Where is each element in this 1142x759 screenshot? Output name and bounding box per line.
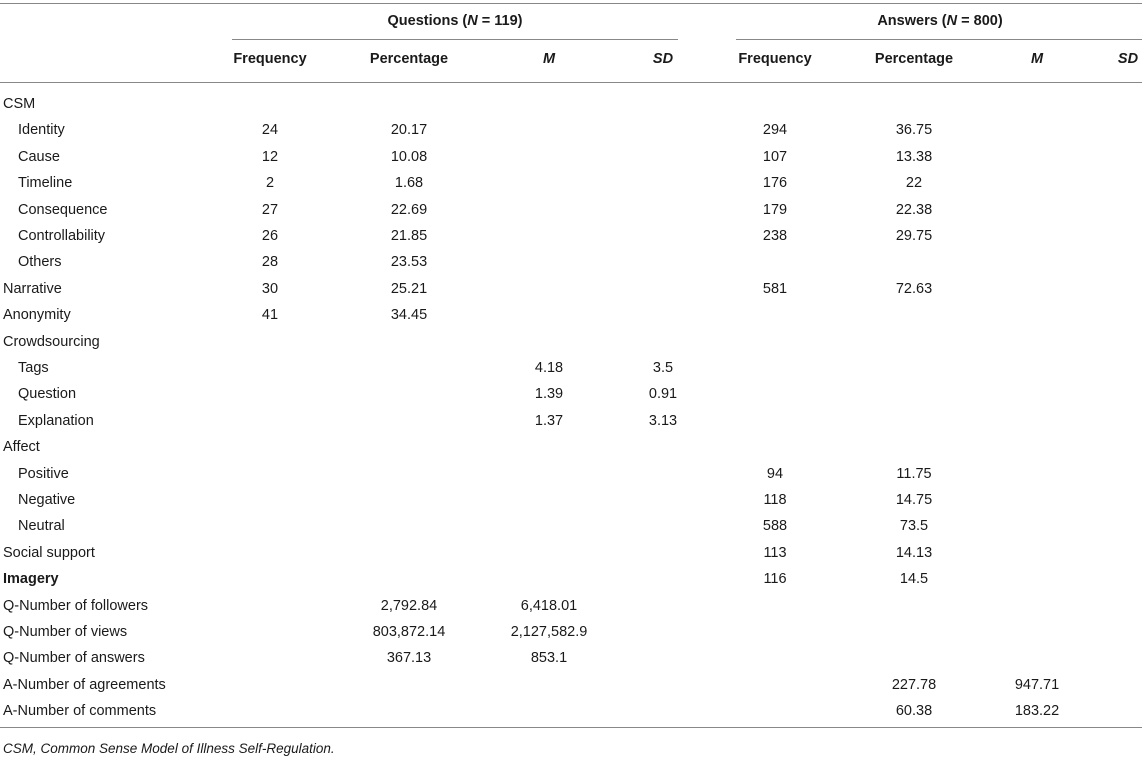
row-label: Explanation [18,412,94,429]
table-cell: 11.75 [896,465,932,482]
row-label: Q-Number of answers [3,650,145,667]
bottom-rule [0,727,1142,728]
column-header: Frequency [233,51,307,67]
table-cell: 947.71 [1014,676,1060,693]
group-rule-questions [232,39,678,40]
table-footnote: CSM, Common Sense Model of Illness Self-Regulation. [3,741,335,756]
row-label: Anonymity [3,307,71,324]
table-cell: 12 [261,148,279,165]
table-cell: 14.13 [895,544,933,561]
table-cell: 36.75 [895,122,933,139]
table-cell: 27 [261,201,279,218]
row-label: Q-Number of views [3,624,128,640]
row-label: Neutral [18,518,65,535]
row-label: Others [18,254,62,271]
table-cell: 803,872.14 [372,624,446,640]
group-header-questions: Questions (N = 119) [387,13,523,29]
row-label: Question [18,386,77,403]
table-cell: 23.53 [390,254,428,271]
table-cell: 22 [905,175,923,192]
header-rule [0,82,1142,83]
column-header: Frequency [738,51,812,67]
row-label: CSM [3,96,36,112]
table-cell: 22.69 [390,201,428,218]
table-cell: 3.5 [652,360,674,376]
row-label: Cause [18,148,60,165]
table-cell: 26 [261,228,279,244]
row-label: Controllability [18,228,106,244]
table-cell: 6,418.01 [520,597,578,614]
table-cell: 21.85 [390,228,428,244]
table-cell: 1.68 [394,175,424,192]
table-cell: 14.75 [895,492,933,508]
table-cell: 30 [261,280,279,297]
table-cell: 94 [766,465,784,482]
table-cell: 238 [762,228,788,244]
row-label: Negative [18,492,76,508]
table-cell: 0.91 [648,386,678,403]
table-cell: 294 [762,122,788,139]
table-cell: 116 [763,571,787,588]
table-cell: 29.75 [895,228,933,244]
table-cell: 183.22 [1014,703,1060,720]
row-label: Identity [18,122,65,139]
top-rule [0,3,1142,4]
row-label: Crowdsourcing [3,333,100,350]
row-label: Tags [18,360,49,376]
table-cell: 34.45 [390,307,428,324]
row-label: Positive [18,465,69,482]
table-cell: 179 [762,201,788,218]
group-rule-answers [736,39,1142,40]
table-cell: 60.38 [895,703,933,720]
row-label: Social support [3,544,95,561]
table-cell: 73.5 [899,518,929,535]
table-cell: 28 [261,254,279,271]
table-cell: 227.78 [891,676,937,693]
row-label: Timeline [18,175,73,192]
table-cell: 367.13 [386,650,432,667]
table-cell: 72.63 [895,280,933,297]
row-label: A-Number of comments [3,703,157,720]
table-cell: 118 [763,492,787,508]
column-header: M [1030,51,1044,67]
column-header: M [542,51,556,67]
table-cell: 107 [762,148,788,165]
table-cell: 2,127,582.9 [510,624,588,640]
column-header: Percentage [874,51,954,67]
group-header-answers: Answers (N = 800) [877,13,1003,29]
row-label: Affect [3,439,40,456]
table-cell: 2,792.84 [380,597,438,614]
table-cell: 10.08 [390,148,428,165]
table-cell: 2 [265,175,275,192]
table-cell: 24 [261,122,279,139]
table-cell: 581 [762,280,788,297]
row-label: Consequence [18,201,108,218]
column-header: SD [652,51,674,67]
row-label: Q-Number of followers [3,597,149,614]
table-cell: 176 [762,175,788,192]
table-cell: 22.38 [895,201,933,218]
table-cell: 588 [762,518,788,535]
table-cell: 1.37 [534,412,564,429]
row-label: Imagery [3,571,59,588]
table-cell: 14.5 [899,571,929,588]
row-label: A-Number of agreements [3,676,166,693]
table-cell: 13.38 [895,148,933,165]
row-label: Narrative [3,280,62,297]
column-header: SD [1117,51,1139,67]
column-header: Percentage [369,51,449,67]
table-cell: 1.39 [534,386,564,403]
table-cell: 4.18 [534,360,564,376]
table-cell: 41 [261,307,279,324]
table-cell: 20.17 [390,122,428,139]
table-cell: 113 [763,544,787,561]
table-cell: 25.21 [390,280,428,297]
table-cell: 3.13 [648,412,678,429]
table-cell: 853.1 [530,650,568,667]
